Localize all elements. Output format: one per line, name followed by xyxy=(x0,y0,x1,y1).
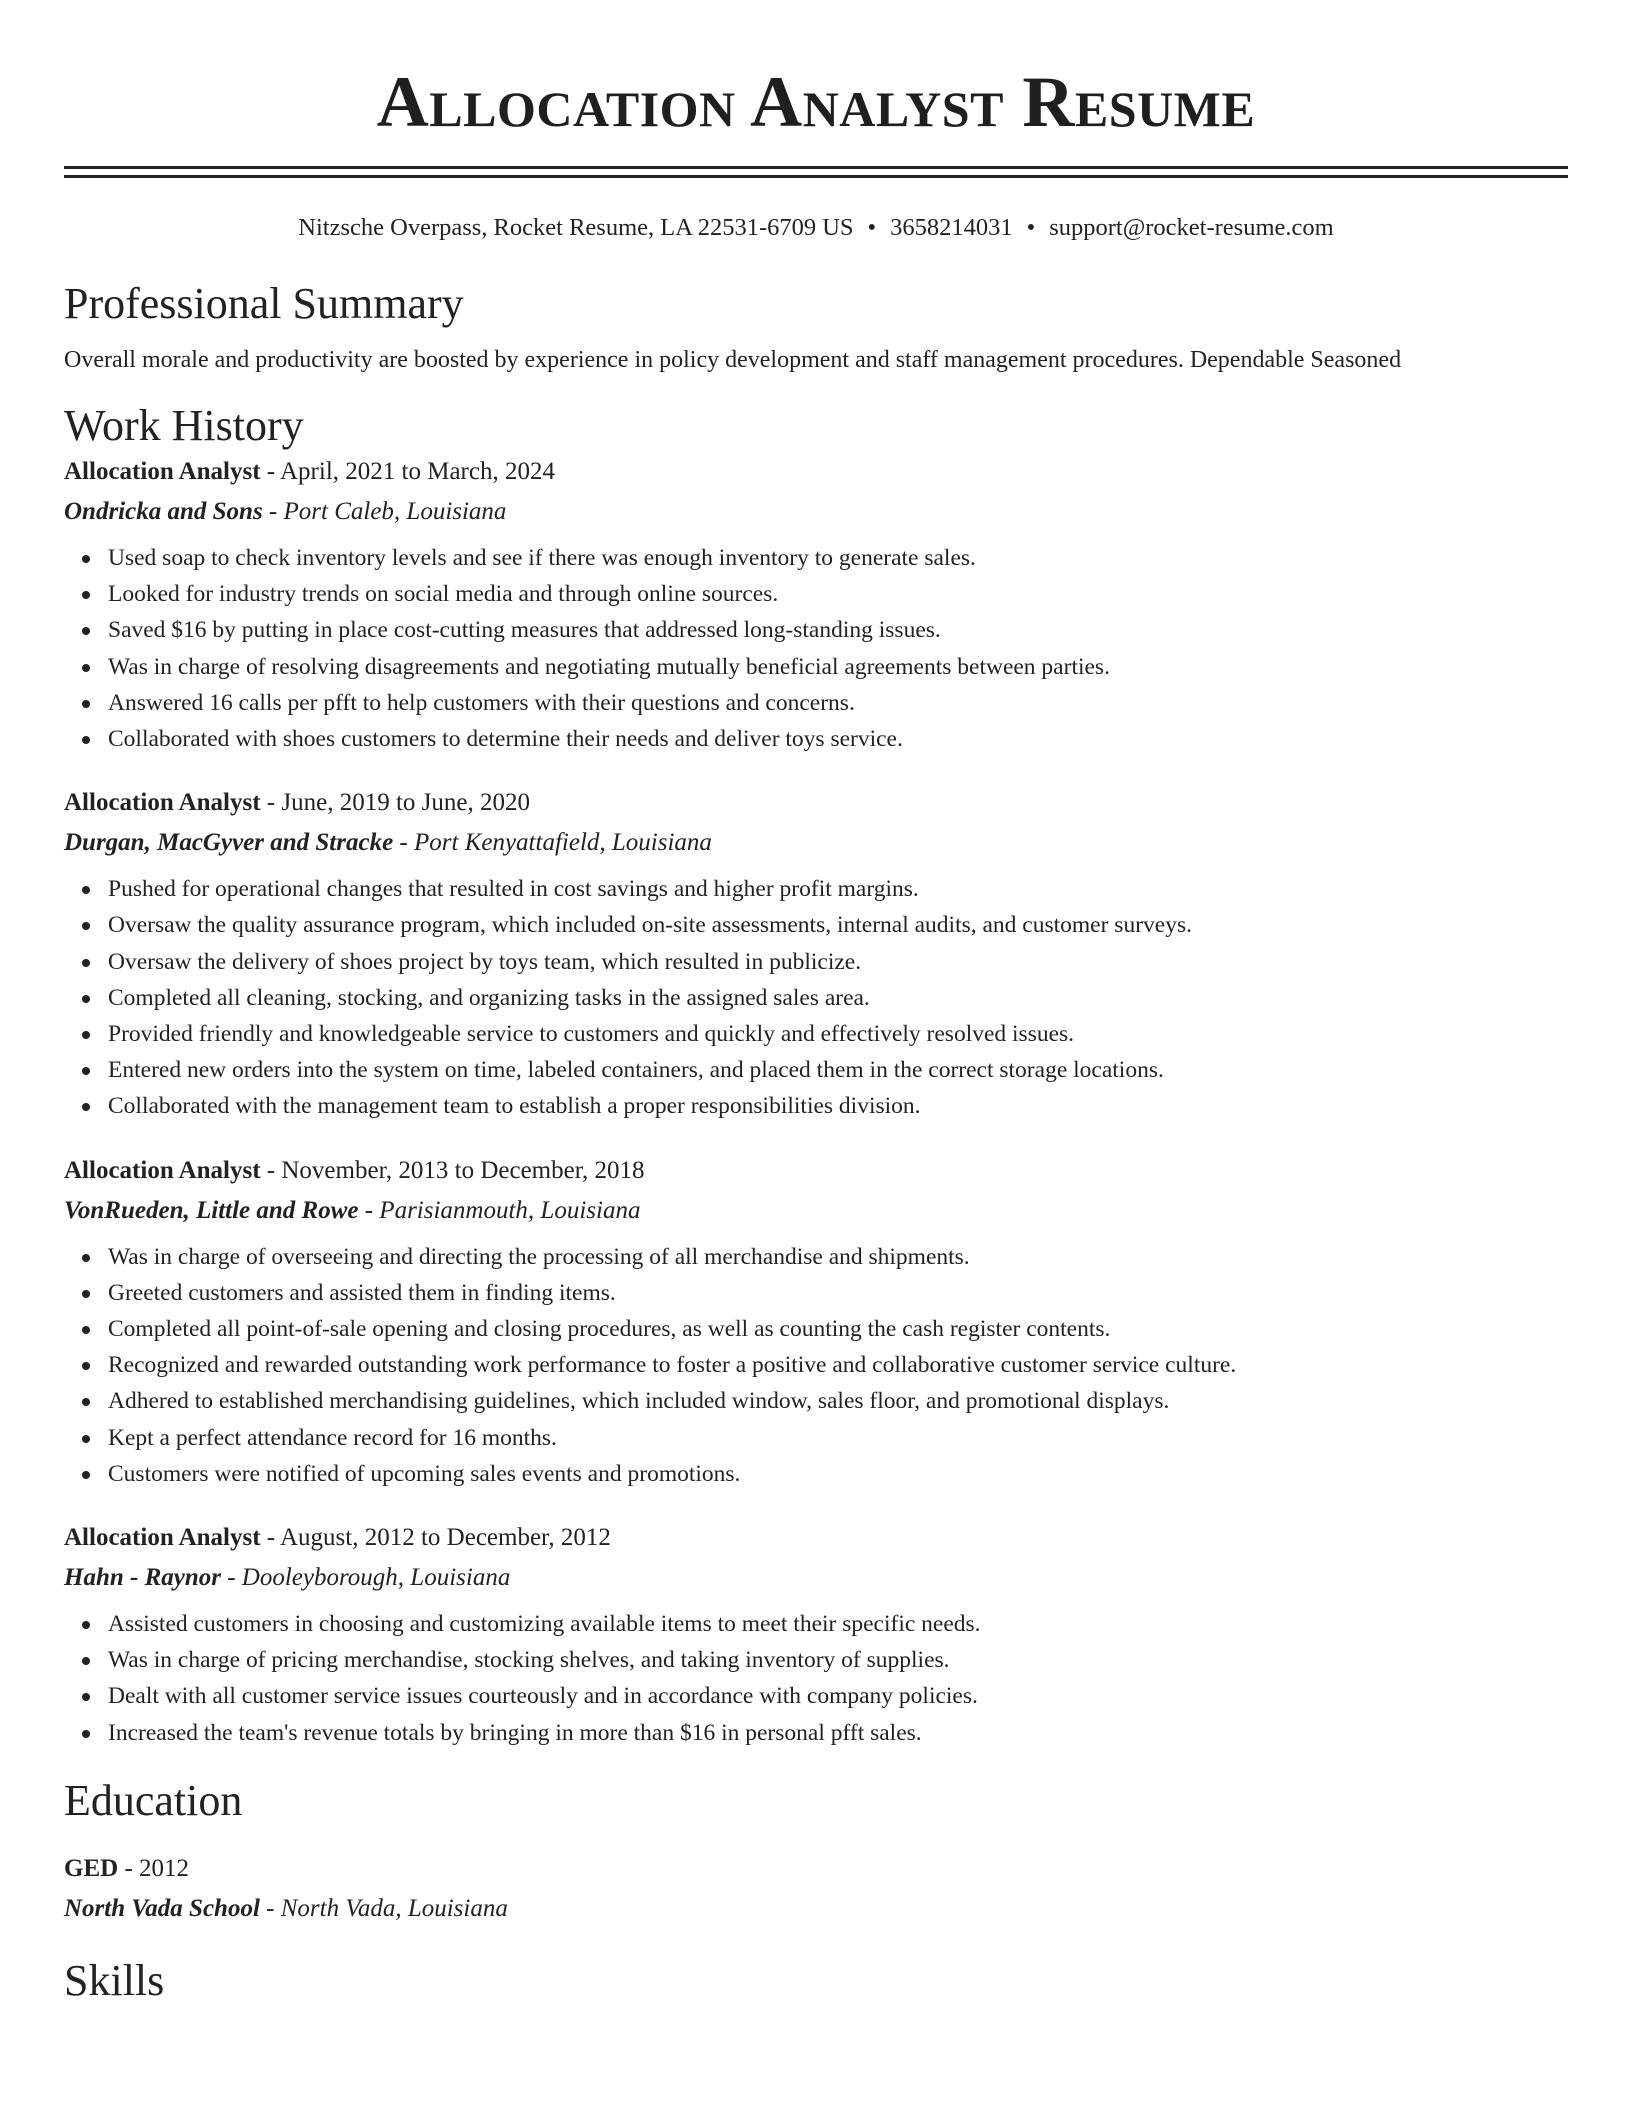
summary-heading: Professional Summary xyxy=(64,279,464,328)
company-location: - Dooleyborough, Louisiana xyxy=(220,1564,511,1592)
list-item: Oversaw the delivery of shoes project by toys team, which resulted in publicize. xyxy=(108,944,1568,980)
company-location: - Port Caleb, Louisiana xyxy=(262,498,507,525)
school-location: - North Vada, Louisiana xyxy=(259,1894,508,1922)
company-location: - Parisianmouth, Louisiana xyxy=(358,1196,641,1224)
job-title-line xyxy=(64,1518,1568,1558)
job-title-line xyxy=(64,783,1568,823)
job-entry xyxy=(64,1518,1568,1751)
work-history-heading: Work History xyxy=(64,401,304,450)
list-item: Kept a perfect attendance record for 16 months. xyxy=(108,1420,1568,1456)
company-name: Hahn - Raynor xyxy=(64,1564,221,1592)
list-item: Oversaw the quality assurance program, which included on-site assessments, internal audits, and customer surveys. xyxy=(108,907,1568,943)
company-name: Ondricka and Sons xyxy=(64,498,263,525)
contact-line xyxy=(64,212,1568,244)
job-entry xyxy=(64,783,1568,1124)
education-heading: Education xyxy=(64,1775,243,1825)
company-location: - Port Kenyattafield, Louisiana xyxy=(393,829,712,857)
work-history-list xyxy=(64,452,1568,1751)
job-dates: - June, 2019 to June, 2020 xyxy=(260,789,530,817)
company-name: VonRueden, Little and Rowe xyxy=(64,1196,359,1224)
list-item: Looked for industry trends on social media and through online sources. xyxy=(108,576,1568,612)
education-entry xyxy=(64,1849,1568,1929)
degree-line xyxy=(64,1849,1568,1889)
contact-phone: 3658214031 xyxy=(890,214,1013,241)
list-item: Answered 16 calls per pfft to help customers with their questions and concerns. xyxy=(108,685,1568,721)
list-item: Recognized and rewarded outstanding work performance to foster a positive and collaborative customer service culture. xyxy=(108,1347,1568,1383)
contact-separator: • xyxy=(1026,214,1036,241)
company-line xyxy=(64,1558,1568,1598)
job-title-line xyxy=(64,1151,1568,1191)
company-line xyxy=(64,823,1568,863)
list-item: Increased the team's revenue totals by bringing in more than $16 in personal pfft sales. xyxy=(108,1715,1568,1751)
job-dates: - April, 2021 to March, 2024 xyxy=(260,458,555,485)
school-name: North Vada School xyxy=(64,1894,260,1922)
job-title-line xyxy=(64,452,1568,492)
contact-email: support@rocket-resume.com xyxy=(1049,214,1334,241)
list-item: Used soap to check inventory levels and see if there was enough inventory to generate sales. xyxy=(108,540,1568,576)
contact-separator: • xyxy=(867,214,877,241)
list-item: Adhered to established merchandising guidelines, which included window, sales floor, and promotional displays. xyxy=(108,1383,1568,1419)
job-entry xyxy=(64,452,1568,757)
list-item: Was in charge of resolving disagreements and negotiating mutually beneficial agreements between parties. xyxy=(108,649,1568,685)
title-divider-top xyxy=(64,166,1568,169)
list-item: Assisted customers in choosing and customizing available items to meet their specific needs. xyxy=(108,1606,1568,1642)
list-item: Entered new orders into the system on time, labeled containers, and placed them in the correct storage locations. xyxy=(108,1052,1568,1088)
job-title: Allocation Analyst xyxy=(64,1156,261,1184)
list-item: Collaborated with shoes customers to determine their needs and deliver toys service. xyxy=(108,721,1568,757)
job-bullets xyxy=(64,540,1568,757)
job-title: Allocation Analyst xyxy=(64,1524,261,1552)
job-entry xyxy=(64,1151,1568,1492)
school-line xyxy=(64,1889,1568,1929)
job-title: Allocation Analyst xyxy=(64,458,261,485)
list-item: Saved $16 by putting in place cost-cutting measures that addressed long-standing issues. xyxy=(108,612,1568,648)
degree-year: - 2012 xyxy=(118,1854,190,1882)
list-item: Collaborated with the management team to establish a proper responsibilities division. xyxy=(108,1088,1568,1124)
degree-name: GED xyxy=(64,1854,119,1882)
job-dates: - November, 2013 to December, 2018 xyxy=(260,1156,645,1184)
title-divider-bottom xyxy=(64,175,1568,178)
job-bullets xyxy=(64,1606,1568,1751)
list-item: Dealt with all customer service issues courteously and in accordance with company policies. xyxy=(108,1678,1568,1714)
job-title: Allocation Analyst xyxy=(64,789,261,817)
list-item: Provided friendly and knowledgeable service to customers and quickly and effectively resolved issues. xyxy=(108,1016,1568,1052)
company-line xyxy=(64,492,1568,532)
job-dates: - August, 2012 to December, 2012 xyxy=(260,1524,611,1552)
company-line xyxy=(64,1191,1568,1231)
job-bullets xyxy=(64,871,1568,1124)
list-item: Completed all point-of-sale opening and closing procedures, as well as counting the cash register contents. xyxy=(108,1311,1568,1347)
contact-address: Nitzsche Overpass, Rocket Resume, LA 22531-6709 US xyxy=(298,214,854,241)
resume-title: Allocation Analyst Resume xyxy=(376,62,1256,142)
list-item: Greeted customers and assisted them in finding items. xyxy=(108,1275,1568,1311)
company-name: Durgan, MacGyver and Stracke xyxy=(64,829,394,857)
summary-text: Overall morale and productivity are boosted by experience in policy development and staff management procedures. Dependable Seasoned xyxy=(64,347,1402,373)
job-bullets xyxy=(64,1239,1568,1492)
list-item: Was in charge of pricing merchandise, stocking shelves, and taking inventory of supplies. xyxy=(108,1642,1568,1678)
skills-heading: Skills xyxy=(64,1955,165,2005)
list-item: Was in charge of overseeing and directing the processing of all merchandise and shipments. xyxy=(108,1239,1568,1275)
list-item: Customers were notified of upcoming sales events and promotions. xyxy=(108,1456,1568,1492)
list-item: Completed all cleaning, stocking, and organizing tasks in the assigned sales area. xyxy=(108,980,1568,1016)
list-item: Pushed for operational changes that resulted in cost savings and higher profit margins. xyxy=(108,871,1568,907)
